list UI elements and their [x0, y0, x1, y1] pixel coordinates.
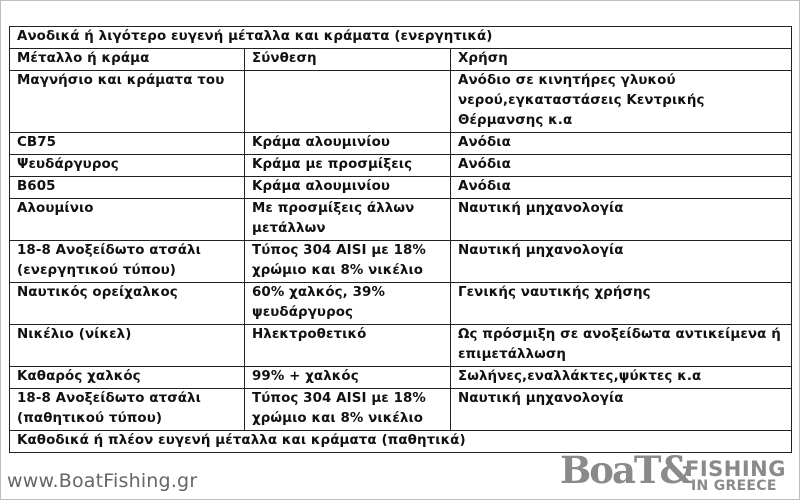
cell-metal: Μαγνήσιο και κράματα του — [10, 71, 245, 133]
cell-composition: Ηλεκτροθετικό — [245, 325, 451, 367]
cell-composition: 99% + χαλκός — [245, 367, 451, 389]
cell-usage: Ναυτική μηχανολογία — [451, 199, 792, 241]
table-row — [10, 177, 792, 199]
table-row — [10, 155, 792, 177]
cell-usage: Ναυτική μηχανολογία — [451, 389, 792, 431]
table-row — [10, 199, 792, 241]
cell-composition: Τύπος 304 AISI με 18% χρώμιο και 8% νικέλιο — [245, 389, 451, 431]
cell-usage: Σωλήνες,εναλλάκτες,ψύκτες κ.α — [451, 367, 792, 389]
cell-usage: Ναυτική μηχανολογία — [451, 241, 792, 283]
table-row — [10, 325, 792, 367]
table-header-row — [10, 49, 792, 71]
table-row — [10, 241, 792, 283]
cell-usage: Ανόδια — [451, 155, 792, 177]
cell-metal: Καθαρός χαλκός — [10, 367, 245, 389]
cell-metal: B605 — [10, 177, 245, 199]
header-usage: Χρήση — [451, 49, 792, 71]
logo-greece-text: IN GREECE — [691, 478, 777, 494]
table-row — [10, 133, 792, 155]
cell-metal: 18-8 Ανοξείδωτο ατσάλι (ενεργητικού τύπου) — [10, 241, 245, 283]
table-row — [10, 367, 792, 389]
metals-table — [9, 26, 792, 453]
table-row — [10, 71, 792, 133]
cell-usage: Γενικής ναυτικής χρήσης — [451, 283, 792, 325]
table-row — [10, 389, 792, 431]
table-banner-top — [10, 27, 792, 49]
cell-metal: Νικέλιο (νίκελ) — [10, 325, 245, 367]
cell-metal: 18-8 Ανοξείδωτο ατσάλι (παθητικού τύπου) — [10, 389, 245, 431]
cell-metal: Αλουμίνιο — [10, 199, 245, 241]
cell-metal: Ψευδάργυρος — [10, 155, 245, 177]
cell-composition: Κράμα με προσμίξεις — [245, 155, 451, 177]
cell-composition: Κράμα αλουμινίου — [245, 177, 451, 199]
logo-boat-text: BoaT& — [560, 448, 691, 492]
cell-metal: Ναυτικός ορείχαλκος — [10, 283, 245, 325]
cell-metal: CB75 — [10, 133, 245, 155]
metals-table-container — [9, 26, 791, 453]
cell-composition: Με προσμίξεις άλλων μετάλλων — [245, 199, 451, 241]
logo-fishing-text: FISHING — [685, 457, 786, 481]
cell-composition: Κράμα αλουμινίου — [245, 133, 451, 155]
table-row — [10, 283, 792, 325]
cell-usage: Ανόδια — [451, 133, 792, 155]
boatfishing-logo — [560, 448, 792, 494]
cell-usage: Ανόδια — [451, 177, 792, 199]
cell-usage: Ανόδιο σε κινητήρες γλυκού νερού,εγκαταστάσεις Κεντρικής Θέρμανσης κ.α — [451, 71, 792, 133]
cell-composition — [245, 71, 451, 133]
banner-cathodic: Καθοδικά ή πλέον ευγενή μέταλλα και κράματα (παθητικά) — [10, 431, 792, 453]
cell-usage: Ως πρόσμιξη σε ανοξείδωτα αντικείμενα ή επιμετάλλωση — [451, 325, 792, 367]
cell-composition: 60% χαλκός, 39% ψευδάργυρος — [245, 283, 451, 325]
banner-anodic: Ανοδικά ή λιγότερο ευγενή μέταλλα και κράματα (ενεργητικά) — [10, 27, 792, 49]
header-metal: Μέταλλο ή κράμα — [10, 49, 245, 71]
website-watermark: www.BoatFishing.gr — [7, 470, 198, 492]
cell-composition: Τύπος 304 AISI με 18% χρώμιο και 8% νικέλιο — [245, 241, 451, 283]
header-composition: Σύνθεση — [245, 49, 451, 71]
